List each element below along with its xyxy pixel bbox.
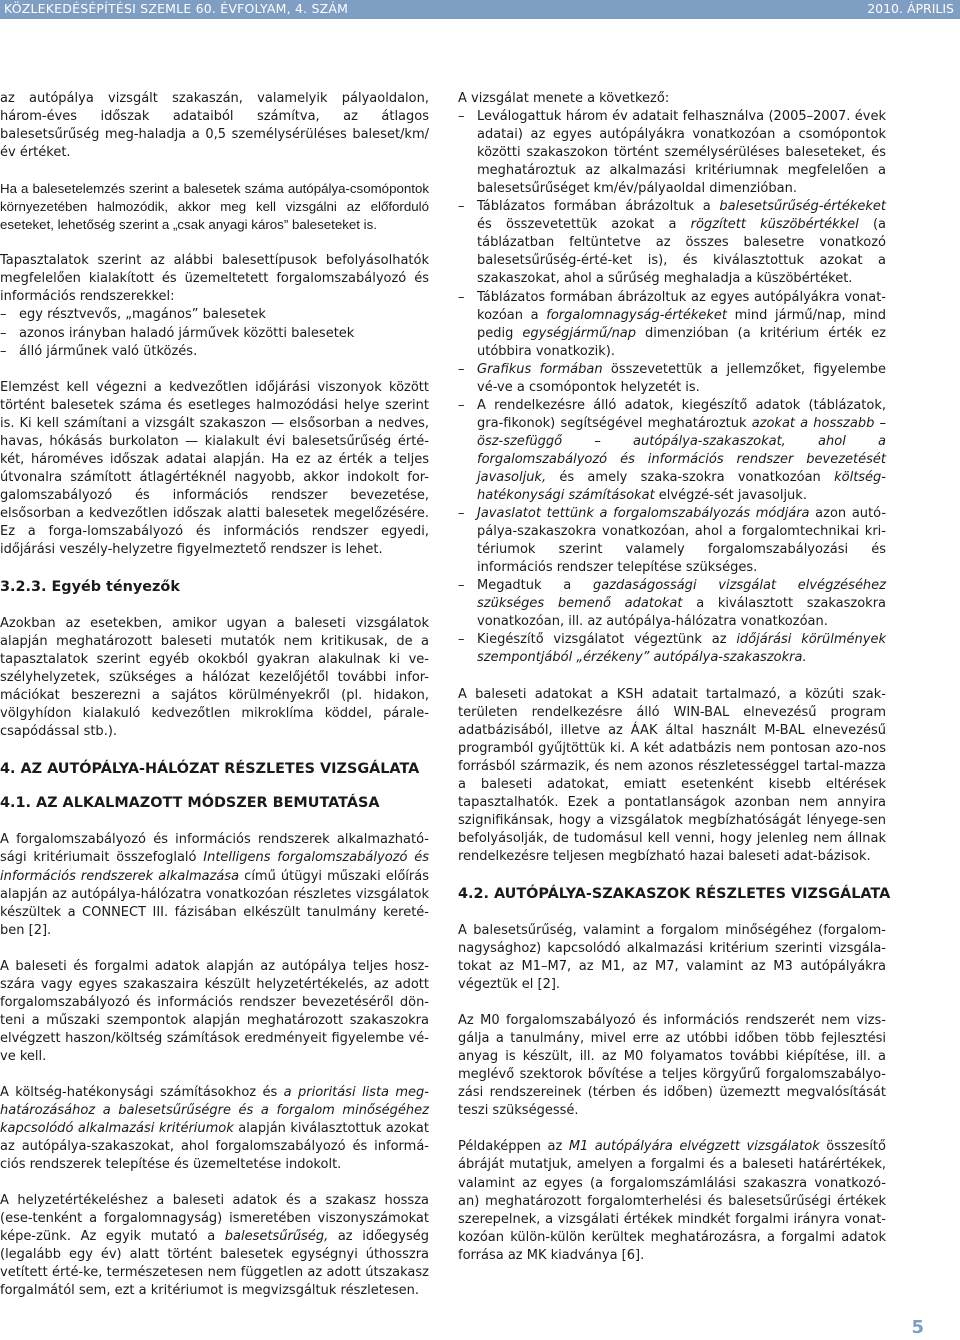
paragraph: A baleseti adatokat a KSH adatait tartalmazó, a közúti szak-területen rendelkezésre álló WIN-BAL elnevezésű program adatbázisából, illetve az ÁAK által használt M-BAL elnevezésű programból gyűjtöttük ki. A két adatbázis nem pontosan azo-nos forrásból származik, és nem azonos részletességgel tartal-mazza a baleseti adatokat, emiatt esetenként kisebb eltérések tapasztalhatók. Ezek a pontatlanságok azonban nem annyira szignifikánsak, hogy a vizsgálatok megbízhatóságát lényege-sen befolyásolják, de tudomásul kell venni, hogy jelenleg nem állnak rendelkezésre teljesen megbízható hazai baleseti adat-bázisok.: [458, 686, 886, 864]
issue-date: 2010. ÁPRILIS: [867, 1, 954, 16]
list-item: [458, 577, 886, 631]
page-number: 5: [911, 1317, 924, 1338]
paragraph: Az M0 forgalomszabályozó és információs rendszerét nem vizs-gálja a tanulmány, mivel erre az utóbbi időben több fejlesztési anyag is készült, ill. az M0 folyamatos további kiépítése, ill. a meglévő szektorok bővítése a teljes körgyűrű forgalomszabályo-zási rendszereinek (térben és időben) üzemeztt megvalósítását teszi szükségessé.: [458, 1013, 886, 1119]
paragraph: Elemzést kell végezni a kedvezőtlen időjárási viszonyok között történt balesetek száma és esetleges halmozódási helye szerint is. Ki kell számítani a vizsgált szakaszon — elsősorban a nedves, havas, hókásás burkolaton — kialakult évi balesetsűrűség érté-két, hároméves időszak adatai alapján. Ha ez az érték a teljes útvonalra számított átlagértéknél nagyobb, akkor indokolt for-galomszabályozó és információs rendszer bevezetése, elsősorban a kedvezőtlen időszak alatti balesetek megelőzésére. Ez a forga-lomszabályozó és információs rendszer egyedi, időjárási veszély-helyzetre figyelmeztető rendszer is lehet.: [0, 379, 429, 558]
section-heading: 4.2. AUTÓPÁLYA-SZAKASZOK RÉSZLETES VIZSGÁLATA: [458, 885, 891, 902]
text-span: (a táblázatban feltüntetve az összes balesetre vonatkozó balesetsűrűség-érté-ket is), és kiválasztottuk azokat a szakaszokat, ahol a sűrűség meghaladja a küszöbértéket.: [477, 217, 886, 287]
section-heading: 3.2.3. Egyéb tényezők: [0, 579, 180, 596]
italic-span: balesetsűrűség-értékeket: [719, 199, 886, 215]
section-heading: 4. AZ AUTÓPÁLYA-HÁLÓZAT RÉSZLETES VIZSGÁLATA: [0, 761, 420, 778]
text-span: a kiválasztott szakaszokra vonatkozóan, ill. az autópálya-hálózatra vonatkozóan.: [477, 596, 886, 630]
italic-span: Intelligens forgalomszabályozó és információs rendszerek alkalmazása: [0, 850, 429, 884]
text-span: A rendelkezésre álló adatok, kiegészítő adatok (táblázatok, gra-fikonok) segítségével meghatároztuk: [477, 397, 886, 431]
text-span: A helyzetértékeléshez a baleseti adatok és a szakasz hossza (ese-tenként a forgalomnagyság) ismeretében viszonyszámokat képe-zünk. Az egyik mutató a: [0, 1193, 429, 1245]
text-span: és amely szaka-szokra vonatkozóan: [546, 469, 835, 485]
accident-type-list: [0, 306, 429, 360]
list-item: – egy résztvevős, „magános” balesetek: [0, 306, 429, 324]
list-item: – azonos irányban haladó járművek közötti balesetek: [0, 325, 429, 343]
italic-span: időjárási körülmények szempontjából „érzékeny” autópálya-szakaszokra.: [477, 632, 886, 666]
method-steps-list: [458, 108, 886, 667]
list-item: [458, 198, 886, 288]
paragraph: Tapasztalatok szerint az alábbi balesettípusok befolyásolhatók megfelelően kialakított és üzemeltetett forgalomszabályozó és információs rendszerekkel:: [0, 253, 429, 305]
list-item: [458, 505, 886, 577]
text-span: alapján kiválasztottuk azokat az autópálya-szakaszokat, ahol forgalomszabályozó és informá-ciós rendszerek telepítése és üzemeltetése indokolt.: [0, 1121, 429, 1173]
list-item: [458, 397, 886, 505]
right-column: [458, 90, 891, 1265]
paragraph: Ha a balesetelemzés szerint a balesetek száma autópálya-csomópontok környezetében halmozódik, akkor meg kell vizsgálni az előforduló eseteket, lehetőség szerint a „csak anyagi káros” baleseteket is.: [0, 181, 429, 233]
text-span: A forgalomszabályozó és információs rendszerek alkalmazható-sági kritériumait összefoglaló: [0, 832, 429, 866]
text-span: Táblázatos formában ábrázoltuk az egyes autópályákra vonat-kozóan a: [477, 289, 886, 323]
left-column: [0, 90, 429, 1300]
paragraph: [0, 1084, 429, 1174]
italic-span: gazdaságossági vizsgálat elvégzéséhez szükséges bemenő adatokat: [477, 578, 886, 612]
journal-title: KÖZLEKEDÉSÉPÍTÉSI SZEMLE 60. ÉVFOLYAM, 4. SZÁM: [4, 1, 349, 16]
text-span: azon autó-pálya-szakaszokra vonatkozóan, ahol a forgalomtechnikai kri-tériumok szerint valamely forgalomszabályozási és információs rendszer telepítése szükséges.: [477, 506, 887, 576]
section-heading: 4.1. AZ ALKALMAZOTT MÓDSZER BEMUTATÁSA: [0, 795, 380, 812]
text-span: mind jármű/nap, mind pedig: [477, 307, 887, 341]
paragraph: A vizsgálat menete a következő:: [458, 91, 670, 106]
list-item: [458, 289, 886, 361]
italic-span: azokat a hosszabb – ösz-szefüggő – autópálya-szakaszokat, ahol a forgalomszabályozó és információs rendszer bevezetését javasoljuk,: [477, 415, 887, 485]
paragraph: [0, 831, 429, 939]
paragraph: A baleseti és forgalmi adatok alapján az autópálya teljes hosz-szára vagy egyes szakaszaira készült helyzetértékelés, az adott forgalomszabályozó és információs rendszer bevezetéséről dön-teni a műszaki szempontok alapján meghatározott szakaszokra elvégzett haszon/költség számítások eredményeit figyelembe vé-ve kell.: [0, 958, 429, 1064]
italic-span: balesetsűrűség,: [224, 1229, 329, 1245]
text-span: Táblázatos formában ábrázoltuk a: [477, 199, 720, 215]
italic-span: Grafikus formában: [477, 361, 603, 377]
text-span: összesítő ábráját mutatjuk, amelyen a forgalmi és a baleseti határértékek, valamint az egyes (a forgalomszámlálási szakaszra vonatkozó-an) meghatározott forgalomterhelési és balesetsűrűségi értékek szerepelnek, a vizsgálati értékek mindkét forgalmi irányra vonat-kozóan külön-külön kerültek meghatározásra, a forgalmi adatok forrása az MK kiadványa [6].: [458, 1139, 886, 1263]
text-span: Megadtuk a: [477, 578, 593, 594]
text-span: Példaképpen az: [458, 1139, 569, 1155]
text-span: dimenzióban (a kritérium érték ez utóbbira vonatkozik).: [477, 325, 886, 359]
italic-span: Javaslatot tettünk a forgalomszabályozás módjára: [477, 506, 810, 522]
paragraph: Azokban az esetekben, amikor ugyan a baleseti vizsgálatok alapján meghatározott baleseti mutatók nem kritikusak, de a tapasztalatok szerint egyéb okokból gyakran alakulnak ki ve-szélyhelyzetek, szükséges a hálózat kezelőjétől további infor-mációkat beszerezni a sajátos körülményekről (pl. hidakon, völgyhídon kialakuló kedvezőtlen mikroklíma köddel, párale-csapódással stb.).: [0, 616, 429, 740]
list-item: – álló járműnek való ütközés.: [0, 343, 429, 361]
paragraph: az autópálya vizsgált szakaszán, valamelyik pályaoldalon, három-éves időszak adataiból számítva, az átlagos balesetsűrűség meg-haladja a 0,5 személysérüléses baleset/km/év értéket.: [0, 91, 429, 161]
paragraph: [458, 1138, 886, 1264]
list-item: [458, 631, 886, 667]
running-header: [0, 0, 960, 19]
text-span: Kiegészítő vizsgálatot végeztünk az: [477, 632, 737, 648]
italic-span: egységjármű/nap: [522, 325, 637, 341]
list-item: [458, 361, 886, 397]
italic-span: forgalomnagyság-értékeket: [546, 307, 727, 323]
italic-span: rögzített küszöbértékkel: [690, 217, 859, 233]
italic-span: költség-hatékonysági számításokat: [477, 469, 886, 504]
paragraph: [0, 1192, 429, 1300]
text-span: című útügyi műszaki előírás alapján az autópálya-hálózatra vonatkozóan részletes vizsgálatok készültek a CONNECT III. fázisában elkészült tanulmány kereté-ben [2].: [0, 868, 429, 938]
text-span: elvégzé-sét javasoljuk.: [654, 488, 807, 504]
text-span: A költség-hatékonysági számításokhoz és: [0, 1084, 284, 1100]
text-span: és összevetettük azokat a: [477, 217, 691, 233]
italic-span: M1 autópályára elvégzett vizsgálatok: [568, 1139, 820, 1155]
paragraph: A balesetsűrűség, valamint a forgalom minőségéhez (forgalom-nagysághoz) kapcsolódó alkalmazási kritérium szerinti vizsgála-tokat az M1–M7, az M1, az M7, valamint az M3 autópályákra végeztük el [2].: [458, 922, 886, 993]
text-span: az időegység (legalább egy év) alatt történt balesetek egységnyi úthosszra vetített érté-ke, természetesen nem független az adott útszakasz forgalmától sem, ezt a kritériumot is megvizsgáltuk részletesen.: [0, 1229, 429, 1299]
list-item: – Leválogattuk három év adatait felhasználva (2005–2007. évek adatai) az egyes autópályákra vonatkozóan a csomópontok közötti szakaszokon történt személysérüléses baleseteket, és meghatároztuk az alkalmazási kritériumnak megfelelően a balesetsűrűséget km/év/pályaoldal dimenzióban.: [458, 108, 886, 198]
text-span: összevetettük a jellemzőket, figyelembe vé-ve a csomópontok helyzetét is.: [477, 361, 886, 395]
italic-span: a prioritási lista meg-határozásához a balesetsűrűségre és a forgalom minőségéhez kapcsolódó alkalmazási kritériumok: [0, 1084, 429, 1137]
